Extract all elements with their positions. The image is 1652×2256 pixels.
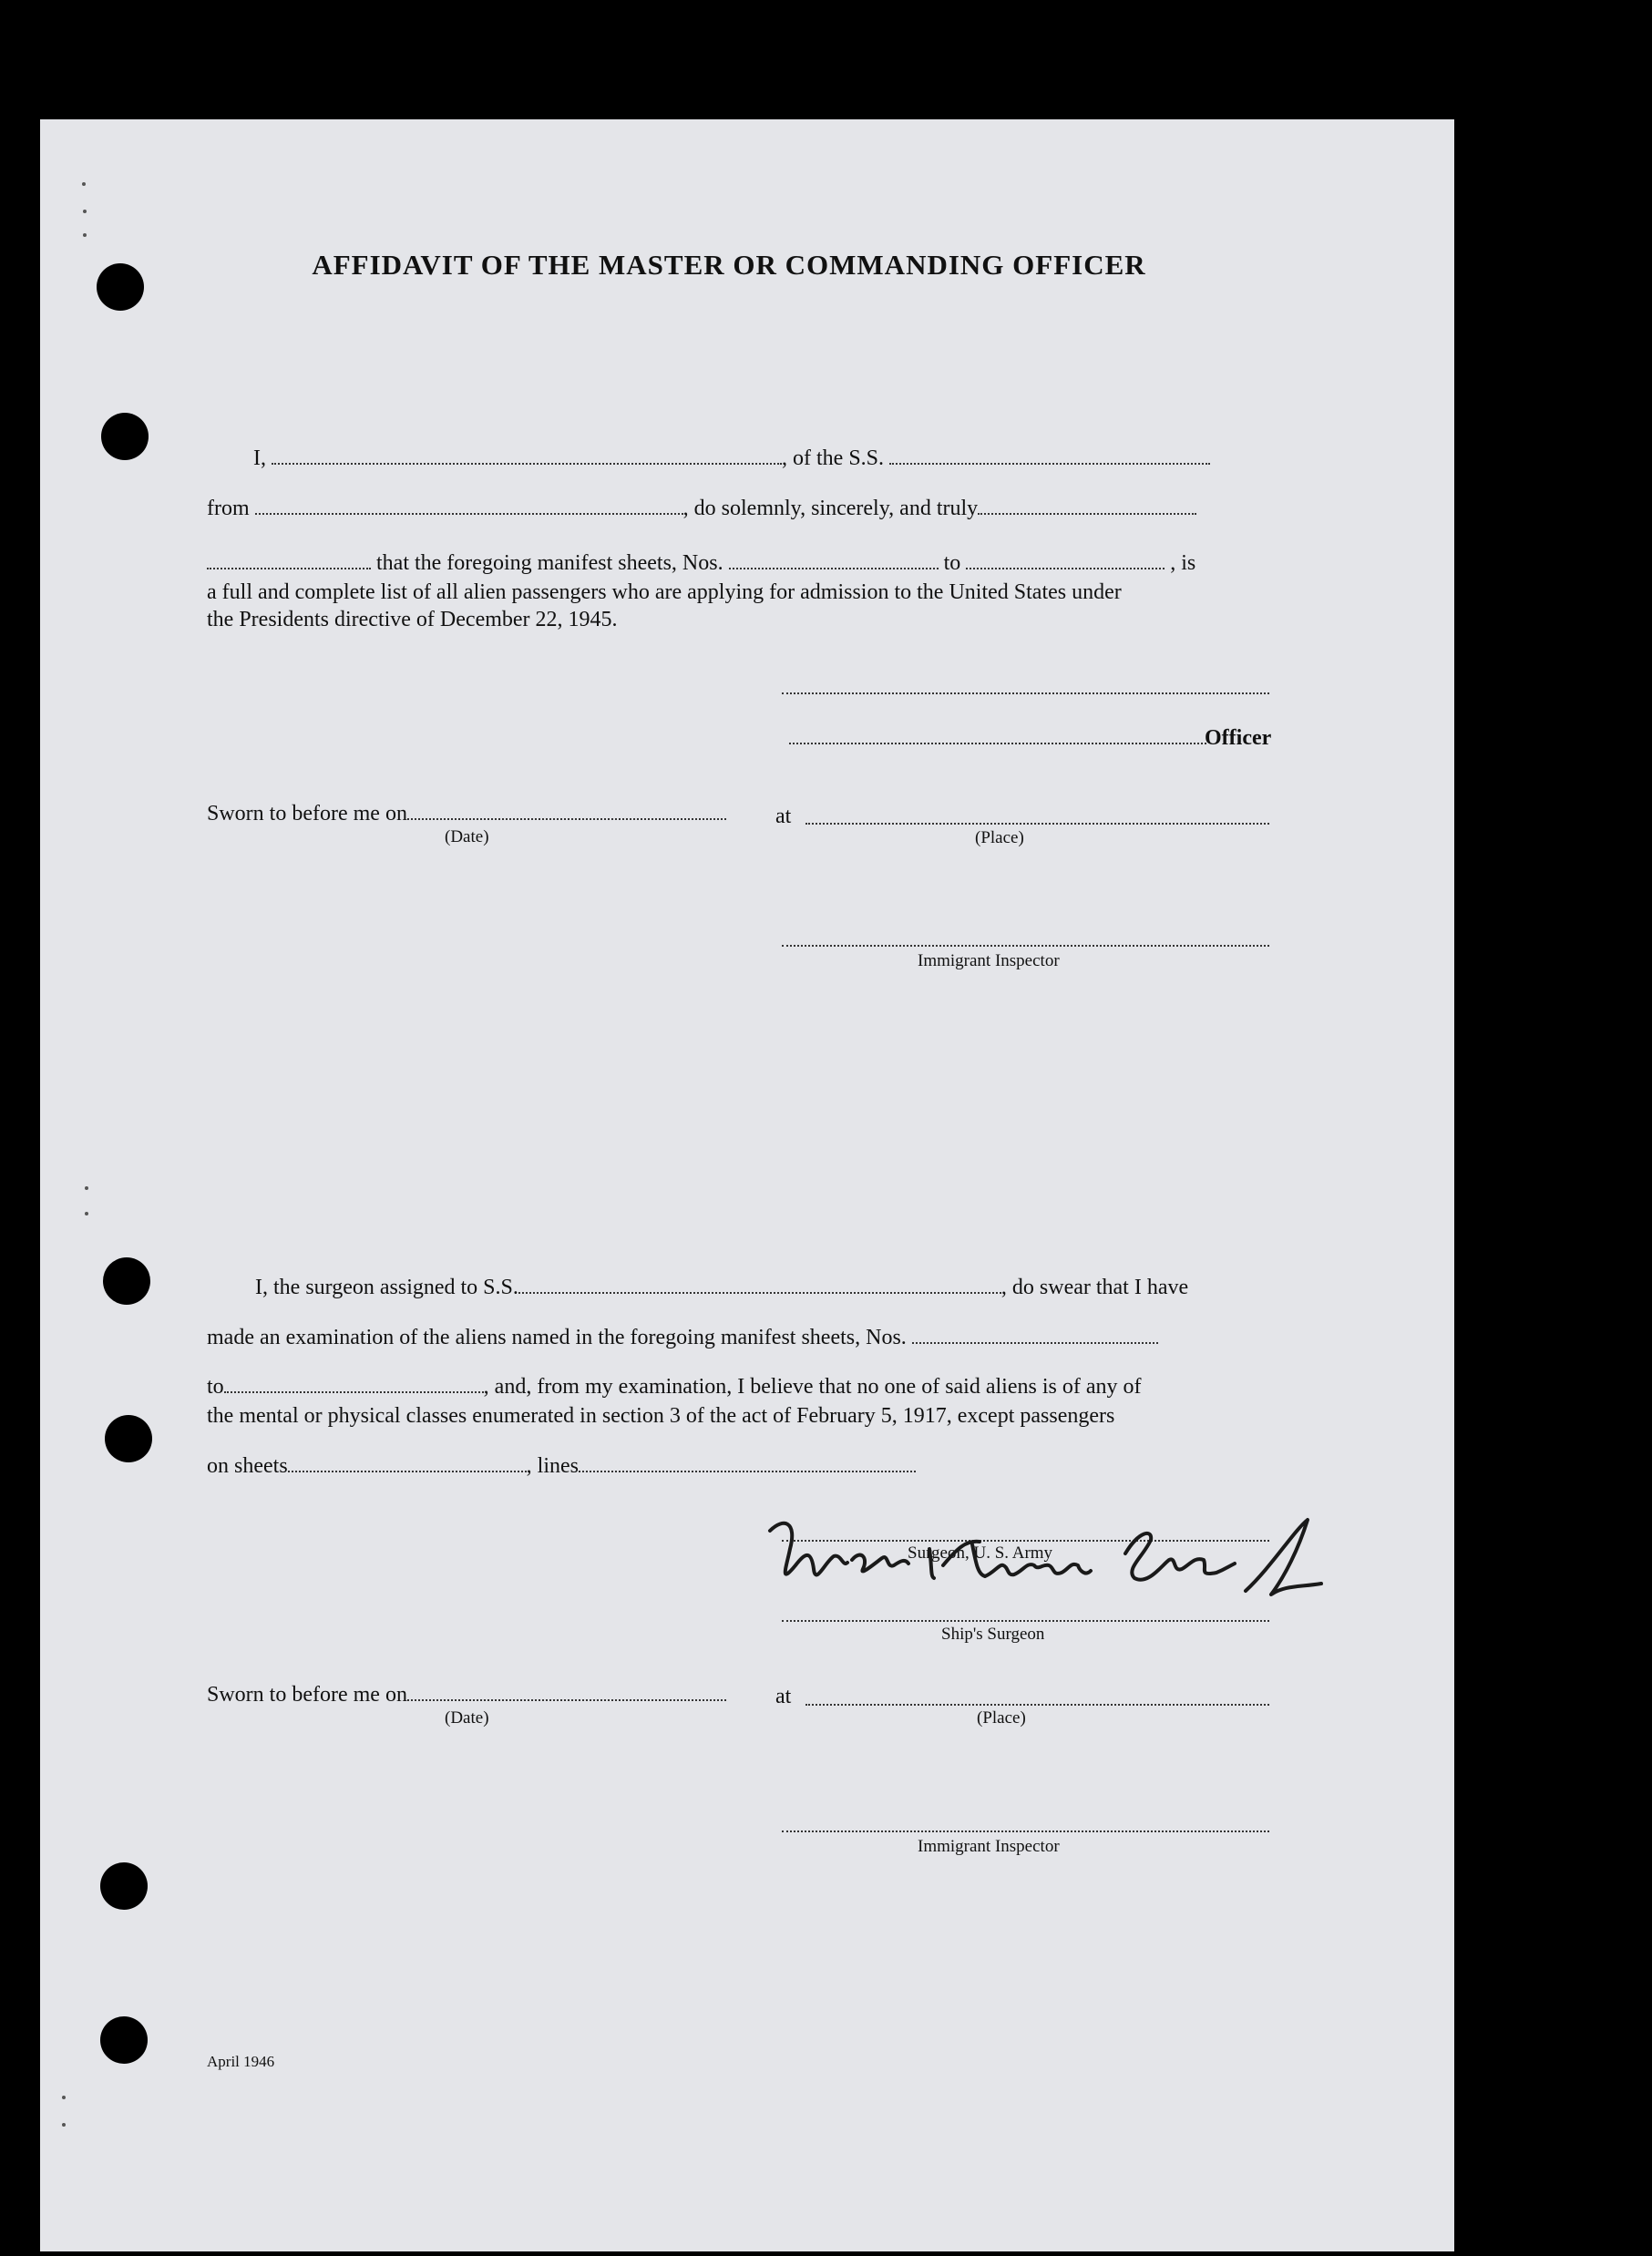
text-solemnly: , do solemnly, sincerely, and truly <box>682 497 979 520</box>
text-from-my-examination: , and, from my examination, I believe that no one of said aliens is of any of <box>483 1375 1142 1399</box>
surgeon-date-caption: (Date) <box>445 1708 489 1728</box>
punch-hole <box>100 1862 148 1910</box>
sheet-to-field[interactable] <box>966 551 1165 569</box>
surgeon-line-4: the mental or physical classes enumerated in section 3 of the act of February 5, 1917, except passengers <box>207 1404 1115 1428</box>
master-line-5: the Presidents directive of December 22, 1945. <box>207 608 618 631</box>
margin-speck <box>82 182 86 186</box>
surgeon-ship-field[interactable] <box>518 1276 1001 1294</box>
punch-hole <box>100 2016 148 2064</box>
inspector-caption: Immigrant Inspector <box>918 951 1060 970</box>
handwritten-signature <box>761 1513 1344 1649</box>
inspector-signature-line[interactable] <box>782 945 1269 947</box>
punch-hole <box>103 1257 150 1305</box>
ship-name-field[interactable] <box>889 446 1210 465</box>
punch-hole <box>101 413 149 460</box>
punch-hole <box>97 263 144 311</box>
text-sworn: Sworn to before me on <box>207 802 407 825</box>
master-line-3 <box>207 551 1195 576</box>
punch-hole <box>105 1415 152 1462</box>
text-on-sheets: on sheets <box>207 1454 288 1478</box>
margin-speck <box>83 210 87 213</box>
text-surgeon-assigned: I, the surgeon assigned to S.S. <box>255 1276 518 1299</box>
text-to: to <box>207 1375 224 1399</box>
document-page <box>40 119 1454 2251</box>
surgeon-at-label: at <box>775 1685 792 1708</box>
date-caption: (Date) <box>445 827 489 846</box>
surgeon-sworn-line <box>207 1683 726 1707</box>
surgeon-line-1 <box>255 1276 1188 1300</box>
text-of-ss: , of the S.S. <box>782 446 885 470</box>
surgeon-sheet-from-field[interactable] <box>912 1326 1158 1344</box>
name-field[interactable] <box>272 446 782 465</box>
margin-speck <box>62 2123 66 2127</box>
sheets-field[interactable] <box>288 1454 527 1472</box>
margin-speck <box>62 2096 66 2099</box>
surgeon-inspector-caption: Immigrant Inspector <box>918 1837 1060 1856</box>
document-title: AFFIDAVIT OF THE MASTER OR COMMANDING OFFICER <box>312 249 1146 281</box>
army-surgeon-caption: Surgeon, U. S. Army <box>908 1543 1053 1563</box>
officer-label: Officer <box>1205 726 1272 750</box>
text-i: I, <box>253 446 266 470</box>
text-that-foregoing: that the foregoing manifest sheets, Nos. <box>376 551 723 575</box>
sworn-place-field[interactable] <box>805 823 1269 825</box>
margin-speck <box>85 1186 88 1190</box>
sworn-date-field[interactable] <box>407 802 726 820</box>
surgeon-place-caption: (Place) <box>977 1708 1026 1728</box>
text-made-examination: made an examination of the aliens named in the foregoing manifest sheets, Nos. <box>207 1326 907 1349</box>
sheet-from-field[interactable] <box>729 551 939 569</box>
ship-surgeon-caption: Ship's Surgeon <box>941 1625 1045 1644</box>
margin-speck <box>85 1212 88 1215</box>
master-line-2 <box>207 497 1196 521</box>
master-line-4: a full and complete list of all alien passengers who are applying for admission to the United States under <box>207 580 1122 604</box>
text-sworn: Sworn to before me on <box>207 1683 407 1707</box>
footer-date: April 1946 <box>207 2053 275 2070</box>
oath-word-field[interactable] <box>978 497 1196 515</box>
master-sworn-line <box>207 802 726 826</box>
surgeon-line-2 <box>207 1326 1158 1350</box>
surgeon-line-5 <box>207 1454 916 1479</box>
master-line-1 <box>253 446 1210 471</box>
surgeon-inspector-signature-line[interactable] <box>782 1830 1269 1832</box>
surgeon-sheet-to-field[interactable] <box>224 1375 484 1393</box>
surgeon-sworn-place-field[interactable] <box>805 1704 1269 1706</box>
officer-signature-line-2[interactable] <box>789 743 1206 744</box>
oath-word-field-2[interactable] <box>207 551 371 569</box>
lines-field[interactable] <box>579 1454 916 1472</box>
text-do-swear: , do swear that I have <box>1000 1276 1189 1299</box>
surgeon-line-3 <box>207 1375 1141 1400</box>
from-port-field[interactable] <box>255 497 683 515</box>
text-is: , is <box>1170 551 1196 575</box>
text-lines: , lines <box>526 1454 579 1478</box>
margin-speck <box>83 233 87 237</box>
surgeon-sworn-date-field[interactable] <box>407 1683 726 1701</box>
place-caption: (Place) <box>975 828 1024 847</box>
master-at-label: at <box>775 805 792 828</box>
officer-signature-line-1[interactable] <box>782 692 1269 694</box>
text-to: to <box>943 551 961 575</box>
text-from: from <box>207 497 250 520</box>
